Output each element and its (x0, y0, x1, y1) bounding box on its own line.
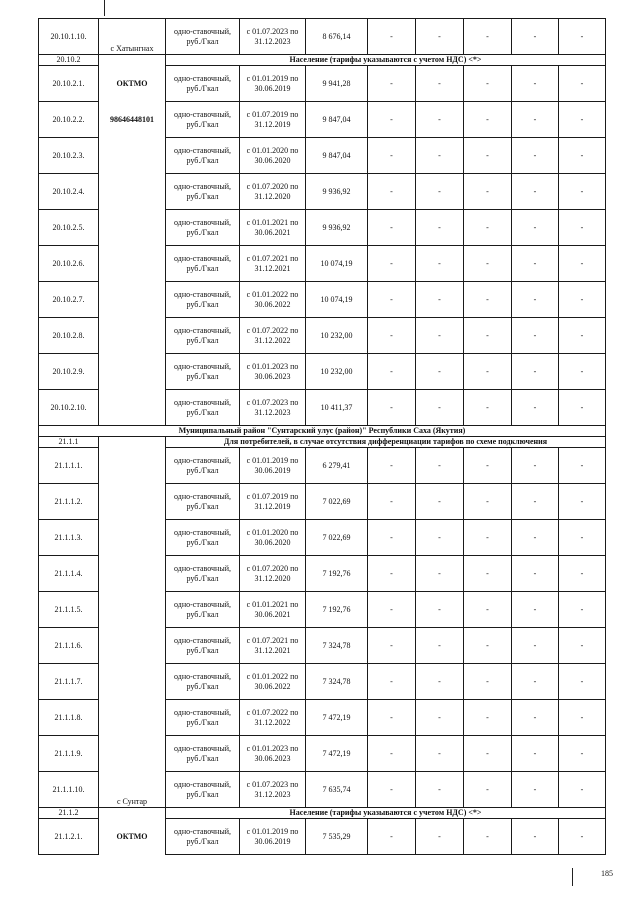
org-cell (99, 736, 166, 772)
cell-empty: - (559, 210, 606, 246)
cell-empty: - (368, 448, 416, 484)
oktmo-code-text: 98646448101 (110, 114, 154, 124)
cell-empty: - (464, 102, 512, 138)
cell-empty: - (464, 736, 512, 772)
rate-period: с 01.01.2020 по 30.06.2020 (240, 138, 306, 174)
rate-period: с 01.07.2021 по 31.12.2021 (240, 628, 306, 664)
table-row (39, 390, 606, 426)
rate-period: с 01.07.2023 по 31.12.2023 (240, 772, 306, 808)
org-cell (99, 448, 166, 484)
table-row (39, 102, 606, 138)
cell-empty: - (368, 246, 416, 282)
rate-period: с 01.01.2020 по 30.06.2020 (240, 520, 306, 556)
tariff-value: 7 192,76 (306, 556, 368, 592)
table-row (39, 66, 606, 102)
tariff-value: 10 411,37 (306, 390, 368, 426)
rate-period: с 01.07.2022 по 31.12.2022 (240, 318, 306, 354)
cell-empty: - (416, 700, 464, 736)
org-cell (99, 484, 166, 520)
cell-empty: - (368, 318, 416, 354)
row-number: 20.10.2.2. (39, 102, 99, 138)
row-number: 20.10.2.7. (39, 282, 99, 318)
rate-type: одно-ставочный, руб./Гкал (166, 174, 240, 210)
section-title: Население (тарифы указываются с учетом НДС) <*> (166, 55, 606, 66)
table-row (39, 664, 606, 700)
tariff-value: 7 192,76 (306, 592, 368, 628)
row-number: 20.10.1.10. (39, 19, 99, 55)
cell-empty: - (368, 700, 416, 736)
rate-period: с 01.07.2023 по 31.12.2023 (240, 390, 306, 426)
cell-empty: - (416, 174, 464, 210)
row-number: 20.10.2.1. (39, 66, 99, 102)
cell-empty: - (464, 772, 512, 808)
cell-empty: - (512, 138, 559, 174)
rate-period: с 01.07.2020 по 31.12.2020 (240, 556, 306, 592)
tariff-table-body (39, 19, 606, 855)
rate-period: с 01.01.2019 по 30.06.2019 (240, 66, 306, 102)
section-number: 20.10.2 (39, 55, 99, 66)
rate-type: одно-ставочный, руб./Гкал (166, 448, 240, 484)
tariff-value: 9 847,04 (306, 138, 368, 174)
section-title: Население (тарифы указываются с учетом НДС) <*> (166, 808, 606, 819)
tariff-table (38, 18, 606, 855)
row-number: 21.1.1.3. (39, 520, 99, 556)
rate-type: одно-ставочный, руб./Гкал (166, 484, 240, 520)
row-number: 21.1.1.4. (39, 556, 99, 592)
table-row (39, 628, 606, 664)
cell-empty: - (559, 174, 606, 210)
cell-empty: - (559, 772, 606, 808)
cell-empty: - (559, 318, 606, 354)
rate-type: одно-ставочный, руб./Гкал (166, 246, 240, 282)
cell-empty: - (464, 318, 512, 354)
org-cell (99, 628, 166, 664)
tariff-value: 7 022,69 (306, 484, 368, 520)
cell-empty: - (368, 174, 416, 210)
rate-period: с 01.01.2021 по 30.06.2021 (240, 592, 306, 628)
rate-period: с 01.07.2020 по 31.12.2020 (240, 174, 306, 210)
row-number: 20.10.2.5. (39, 210, 99, 246)
org-cell (99, 437, 166, 448)
rate-period: с 01.01.2023 по 30.06.2023 (240, 354, 306, 390)
cell-empty: - (416, 138, 464, 174)
oktmo-label (99, 66, 166, 102)
rate-period: с 01.01.2021 по 30.06.2021 (240, 210, 306, 246)
cell-empty: - (464, 819, 512, 855)
table-row (39, 138, 606, 174)
section-number: 21.1.1 (39, 437, 99, 448)
rate-period: с 01.07.2022 по 31.12.2022 (240, 700, 306, 736)
cell-empty: - (559, 390, 606, 426)
cell-empty: - (368, 354, 416, 390)
org-cell (99, 664, 166, 700)
cell-empty: - (512, 592, 559, 628)
cell-empty: - (416, 736, 464, 772)
rate-type: одно-ставочный, руб./Гкал (166, 66, 240, 102)
cell-empty: - (416, 246, 464, 282)
tariff-value: 9 847,04 (306, 102, 368, 138)
section-header-row (39, 55, 606, 66)
cell-empty: - (512, 246, 559, 282)
cell-empty: - (368, 102, 416, 138)
section-header-row (39, 808, 606, 819)
table-row (39, 246, 606, 282)
rate-type: одно-ставочный, руб./Гкал (166, 664, 240, 700)
cell-empty: - (416, 664, 464, 700)
cell-empty: - (512, 736, 559, 772)
cell-empty: - (512, 520, 559, 556)
section-number: 21.1.2 (39, 808, 99, 819)
cell-empty: - (416, 66, 464, 102)
table-row (39, 700, 606, 736)
rate-period: с 01.01.2019 по 30.06.2019 (240, 819, 306, 855)
cell-empty: - (559, 282, 606, 318)
cell-empty: - (512, 819, 559, 855)
cell-empty: - (512, 318, 559, 354)
section-header-row (39, 437, 606, 448)
cell-empty: - (416, 390, 464, 426)
tariff-value: 10 232,00 (306, 318, 368, 354)
cell-empty: - (416, 19, 464, 55)
cell-empty: - (559, 556, 606, 592)
cell-empty: - (416, 592, 464, 628)
cell-empty: - (464, 66, 512, 102)
cell-empty: - (368, 520, 416, 556)
org-cell (99, 592, 166, 628)
table-row (39, 174, 606, 210)
row-number: 20.10.2.3. (39, 138, 99, 174)
rate-period: с 01.01.2022 по 30.06.2022 (240, 664, 306, 700)
org-cell (99, 556, 166, 592)
cell-empty: - (559, 138, 606, 174)
cell-empty: - (512, 210, 559, 246)
cell-empty: - (368, 772, 416, 808)
tariff-value: 10 232,00 (306, 354, 368, 390)
oktmo-code (99, 102, 166, 138)
cell-empty: - (559, 66, 606, 102)
cell-empty: - (512, 19, 559, 55)
rate-type: одно-ставочный, руб./Гкал (166, 390, 240, 426)
org-cell (99, 700, 166, 736)
cell-empty: - (559, 246, 606, 282)
table-row (39, 484, 606, 520)
cell-empty: - (368, 592, 416, 628)
cell-empty: - (512, 354, 559, 390)
org-cell (99, 808, 166, 819)
rate-type: одно-ставочный, руб./Гкал (166, 282, 240, 318)
oktmo-label-text: ОКТМО (116, 831, 148, 841)
district-row (39, 426, 606, 437)
cell-empty: - (559, 592, 606, 628)
rate-type: одно-ставочный, руб./Гкал (166, 819, 240, 855)
cell-empty: - (464, 448, 512, 484)
tariff-value: 7 324,78 (306, 664, 368, 700)
table-row (39, 520, 606, 556)
oktmo-label (99, 819, 166, 855)
tariff-value: 7 472,19 (306, 736, 368, 772)
org-cell (99, 354, 166, 390)
table-row (39, 819, 606, 855)
row-number: 20.10.2.9. (39, 354, 99, 390)
row-number: 20.10.2.10. (39, 390, 99, 426)
cell-empty: - (368, 664, 416, 700)
cell-empty: - (512, 556, 559, 592)
district-title: Муниципальный район "Сунтарский улус (район)" Республики Саха (Якутия) (39, 426, 606, 437)
cell-empty: - (416, 448, 464, 484)
cell-empty: - (416, 484, 464, 520)
rate-type: одно-ставочный, руб./Гкал (166, 19, 240, 55)
tariff-value: 7 635,74 (306, 772, 368, 808)
cell-empty: - (368, 736, 416, 772)
cell-empty: - (368, 628, 416, 664)
cell-empty: - (416, 520, 464, 556)
rate-type: одно-ставочный, руб./Гкал (166, 354, 240, 390)
tariff-value: 7 022,69 (306, 520, 368, 556)
rate-type: одно-ставочный, руб./Гкал (166, 772, 240, 808)
cell-empty: - (559, 700, 606, 736)
cell-empty: - (416, 556, 464, 592)
cell-empty: - (464, 354, 512, 390)
org-cell (99, 55, 166, 66)
rate-period: с 01.01.2023 по 30.06.2023 (240, 736, 306, 772)
cell-empty: - (416, 210, 464, 246)
org-cell (99, 318, 166, 354)
cell-empty: - (416, 354, 464, 390)
org-cell (99, 282, 166, 318)
rate-type: одно-ставочный, руб./Гкал (166, 592, 240, 628)
cell-empty: - (464, 700, 512, 736)
cell-empty: - (512, 174, 559, 210)
cell-empty: - (512, 102, 559, 138)
section-title: Для потребителей, в случае отсутствия дифференциации тарифов по схеме подключения (166, 437, 606, 448)
table-row (39, 556, 606, 592)
row-number: 21.1.1.2. (39, 484, 99, 520)
row-number: 21.1.1.7. (39, 664, 99, 700)
cell-empty: - (512, 484, 559, 520)
row-number: 20.10.2.6. (39, 246, 99, 282)
cell-empty: - (512, 700, 559, 736)
org-cell (99, 174, 166, 210)
rate-period: с 01.01.2019 по 30.06.2019 (240, 448, 306, 484)
cell-empty: - (464, 282, 512, 318)
cell-empty: - (368, 819, 416, 855)
tariff-value: 10 074,19 (306, 282, 368, 318)
cell-empty: - (512, 772, 559, 808)
tariff-value: 9 936,92 (306, 210, 368, 246)
cell-empty: - (559, 102, 606, 138)
cell-empty: - (464, 592, 512, 628)
cell-empty: - (464, 246, 512, 282)
oktmo-label-text: ОКТМО (116, 78, 148, 88)
table-row (39, 592, 606, 628)
cell-empty: - (464, 174, 512, 210)
cell-empty: - (368, 66, 416, 102)
cell-empty: - (559, 736, 606, 772)
rate-period: с 01.07.2019 по 31.12.2019 (240, 102, 306, 138)
row-number: 21.1.1.5. (39, 592, 99, 628)
cell-empty: - (368, 210, 416, 246)
tariff-value: 9 941,28 (306, 66, 368, 102)
cell-empty: - (464, 19, 512, 55)
tariff-value: 7 472,19 (306, 700, 368, 736)
cell-empty: - (416, 772, 464, 808)
settlement-label: с Хатынгнах (99, 19, 166, 55)
cell-empty: - (559, 520, 606, 556)
scan-artifact-line (104, 0, 105, 16)
cell-empty: - (559, 354, 606, 390)
cell-empty: - (559, 484, 606, 520)
rate-type: одно-ставочный, руб./Гкал (166, 520, 240, 556)
row-number: 21.1.1.6. (39, 628, 99, 664)
scan-artifact-line (572, 868, 573, 886)
cell-empty: - (368, 390, 416, 426)
org-cell (99, 520, 166, 556)
table-row (39, 354, 606, 390)
cell-empty: - (464, 664, 512, 700)
rate-type: одно-ставочный, руб./Гкал (166, 628, 240, 664)
cell-empty: - (464, 484, 512, 520)
cell-empty: - (512, 390, 559, 426)
row-number: 20.10.2.8. (39, 318, 99, 354)
row-number: 20.10.2.4. (39, 174, 99, 210)
page-number: 185 (601, 869, 613, 878)
settlement-label: с Сунтар (99, 772, 166, 808)
tariff-value: 7 324,78 (306, 628, 368, 664)
cell-empty: - (368, 556, 416, 592)
cell-empty: - (416, 102, 464, 138)
tariff-value: 6 279,41 (306, 448, 368, 484)
rate-period: с 01.07.2023 по 31.12.2023 (240, 19, 306, 55)
rate-type: одно-ставочный, руб./Гкал (166, 102, 240, 138)
row-number: 21.1.2.1. (39, 819, 99, 855)
table-row (39, 282, 606, 318)
org-cell (99, 246, 166, 282)
row-number: 21.1.1.1. (39, 448, 99, 484)
cell-empty: - (512, 448, 559, 484)
cell-empty: - (416, 628, 464, 664)
cell-empty: - (368, 282, 416, 318)
row-number: 21.1.1.8. (39, 700, 99, 736)
cell-empty: - (464, 210, 512, 246)
rate-type: одно-ставочный, руб./Гкал (166, 736, 240, 772)
table-row (39, 448, 606, 484)
tariff-value: 8 676,14 (306, 19, 368, 55)
row-number: 21.1.1.10. (39, 772, 99, 808)
cell-empty: - (464, 628, 512, 664)
cell-empty: - (512, 66, 559, 102)
cell-empty: - (464, 138, 512, 174)
cell-empty: - (416, 819, 464, 855)
row-number: 21.1.1.9. (39, 736, 99, 772)
cell-empty: - (512, 282, 559, 318)
table-row (39, 772, 606, 808)
rate-period: с 01.01.2022 по 30.06.2022 (240, 282, 306, 318)
rate-period: с 01.07.2019 по 31.12.2019 (240, 484, 306, 520)
cell-empty: - (368, 138, 416, 174)
tariff-value: 10 074,19 (306, 246, 368, 282)
cell-empty: - (559, 664, 606, 700)
cell-empty: - (512, 664, 559, 700)
cell-empty: - (464, 390, 512, 426)
cell-empty: - (464, 556, 512, 592)
table-row (39, 736, 606, 772)
rate-type: одно-ставочный, руб./Гкал (166, 556, 240, 592)
rate-type: одно-ставочный, руб./Гкал (166, 700, 240, 736)
rate-type: одно-ставочный, руб./Гкал (166, 138, 240, 174)
org-cell (99, 210, 166, 246)
cell-empty: - (368, 19, 416, 55)
tariff-value: 9 936,92 (306, 174, 368, 210)
table-row (39, 19, 606, 55)
table-row (39, 210, 606, 246)
rate-type: одно-ставочный, руб./Гкал (166, 318, 240, 354)
org-cell (99, 390, 166, 426)
cell-empty: - (416, 318, 464, 354)
rate-period: с 01.07.2021 по 31.12.2021 (240, 246, 306, 282)
cell-empty: - (559, 19, 606, 55)
cell-empty: - (416, 282, 464, 318)
tariff-value: 7 535,29 (306, 819, 368, 855)
cell-empty: - (559, 819, 606, 855)
cell-empty: - (512, 628, 559, 664)
table-row (39, 318, 606, 354)
cell-empty: - (368, 484, 416, 520)
cell-empty: - (559, 448, 606, 484)
org-cell (99, 138, 166, 174)
cell-empty: - (559, 628, 606, 664)
cell-empty: - (464, 520, 512, 556)
rate-type: одно-ставочный, руб./Гкал (166, 210, 240, 246)
